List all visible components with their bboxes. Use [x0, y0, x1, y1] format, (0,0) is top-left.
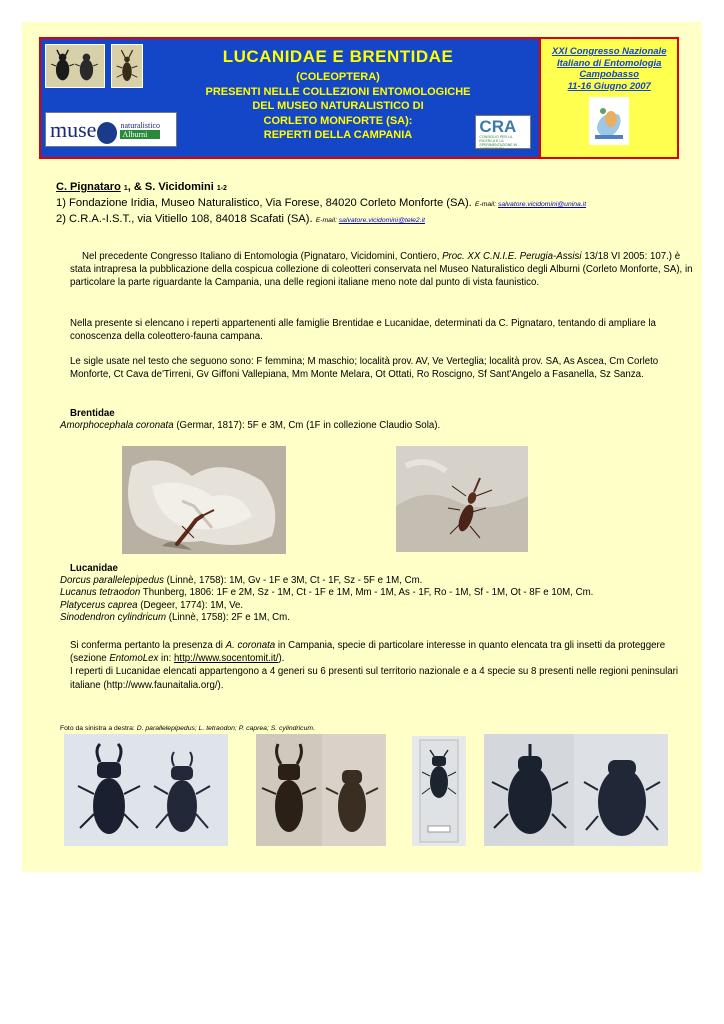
beetle-thumbnail-1	[45, 44, 105, 88]
photo-amorphocephala-2	[396, 446, 528, 552]
museo-naturalistico-logo: muse naturalistico Alburni	[45, 112, 177, 147]
header-title-panel	[41, 39, 541, 157]
congress-info: XXI Congresso Nazionale Italiano di Entomologia Campobasso 11-16 Giugno 2007	[551, 46, 667, 92]
header	[39, 37, 679, 159]
poster-title-block	[163, 47, 513, 143]
photo-sinodendron-cylindricum	[484, 734, 668, 846]
brentidae-species-1: Amorphocephala coronata (Germar, 1817): 5F e 3M, Cm (1F in collezione Claudio Sola).	[60, 420, 441, 431]
lucanidae-species-list	[60, 575, 700, 625]
intro-paragraph-2: Nella presente si elencano i reperti appartenenti alle famiglie Brentidae e Lucanidae, determinati da C. Pignataro, tentando di ampliare la conoscenza della coleottero-fauna campana.	[70, 318, 656, 343]
congress-logo-icon	[589, 97, 629, 145]
photo-caption: Foto da sinistra a destra: D. parallelepipedus; L. tetraodon; P. caprea; S. cylindricum.	[60, 725, 315, 732]
conclusion-paragraph: Si conferma pertanto la presenza di A. coronata in Campania, specie di particolare interesse in quanto elencata tra gli insetti da proteggere (sezione EntomoLex in: http://www.socentomit.it/). I reperti di Lucanidae elencati appartengono a 4 generi su 6 presenti sul territorio nazionale e a 4 specie su 8 presenti nelle regioni peninsulari italiane (http://www.faunaitalia.org/).	[70, 640, 679, 691]
lucanidae-heading: Lucanidae	[70, 563, 118, 574]
title-line-4: CORLETO MONFORTE (SA):	[263, 114, 413, 127]
photo-lucanus-tetraodon	[256, 734, 386, 846]
congress-panel	[541, 39, 677, 157]
title-line-1: (COLEOPTERA)	[296, 71, 380, 83]
brentidae-heading: Brentidae	[70, 408, 115, 419]
lucanidae-species-2: Lucanus tetraodon Thunberg, 1806: 1F e 2M, Sz - 1M, Ct - 1F e 1M, Mm - 1M, As - 1F, Ro - 1M, Sf - 1M, Ot - 8F e 10M, Cm.	[60, 587, 594, 599]
photo-dorcus-parallelepipedus	[64, 734, 228, 846]
authors-block	[56, 180, 696, 228]
photo-amorphocephala-1	[122, 446, 286, 554]
affiliation-1: 1) Fondazione Iridia, Museo Naturalistico, Via Forese, 84020 Corleto Monforte (SA). E-mail: salvatore.vicidomini@unina.it	[56, 197, 587, 209]
title-line-5: REPERTI DELLA CAMPANIA	[263, 129, 413, 141]
title-line-3: DEL MUSEO NATURALISTICO DI	[252, 100, 424, 112]
cra-logo: CRA CONSIGLIO PER LA RICERCA E LA SPERIMENTAZIONE IN AGRICOLTURA	[475, 115, 531, 149]
socentomit-link[interactable]: http://www.socentomit.it/	[173, 653, 279, 665]
lucanidae-species-4: Sinodendron cylindricum (Linnè, 1758): 2F e 1M, Cm.	[60, 612, 290, 624]
museo-globe-icon	[97, 122, 117, 144]
poster	[22, 22, 702, 872]
affiliation-2: 2) C.R.A.-I.S.T., via Vitiello 108, 84018 Scafati (SA). E-mail: salvatore.vicidomini@tele2.it	[56, 213, 425, 225]
email-link-1[interactable]: salvatore.vicidomini@unina.it	[497, 201, 587, 208]
lucanidae-species-1: Dorcus parallelepipedus (Linnè, 1758): 1M, Gv - 1F e 3M, Ct - 1F, Sz - 5F e 1M, Cm.	[60, 575, 423, 586]
authors-line: C. Pignataro 1, & S. Vicidomini 1-2	[56, 181, 227, 193]
poster-title: LUCANIDAE E BRENTIDAE	[222, 47, 454, 66]
intro-paragraph-3: Le sigle usate nel testo che seguono sono: F femmina; M maschio; località prov. AV, Ve Verteglia; località prov. SA, As Ascea, Cm Corleto Monforte, Ct Cava de'Tirreni, Gv Giffoni Vallepiana, Mm Monte Melara, Ot Ottati, Ro Roscigno, Sf Sant'Angelo a Fasanella, Sz Sanza.	[70, 356, 659, 381]
beetle-thumbnail-2	[111, 44, 143, 88]
email-link-2[interactable]: salvatore.vicidomini@tele2.it	[338, 217, 425, 224]
intro-paragraph-1: Nel precedente Congresso Italiano di Entomologia (Pignataro, Vicidomini, Contiero, Proc. XX C.N.I.E. Perugia-Assisi 13/18 VI 2005: 107.) è stata intrapresa la pubblicazione della cospicua collezione di coleotteri conservata nel Museo Naturalistico degli Alburni (Corleto Monforte, SA), in particolare la parte riguardante la Campania, una delle regioni italiane meno note dal punto di vista faunistico.	[70, 251, 693, 289]
photo-platycerus-caprea	[412, 736, 466, 846]
title-line-2: PRESENTI NELLE COLLEZIONI ENTOMOLOGICHE	[205, 85, 471, 98]
lucanidae-species-3: Platycerus caprea (Degeer, 1774): 1M, Ve.	[60, 599, 244, 611]
